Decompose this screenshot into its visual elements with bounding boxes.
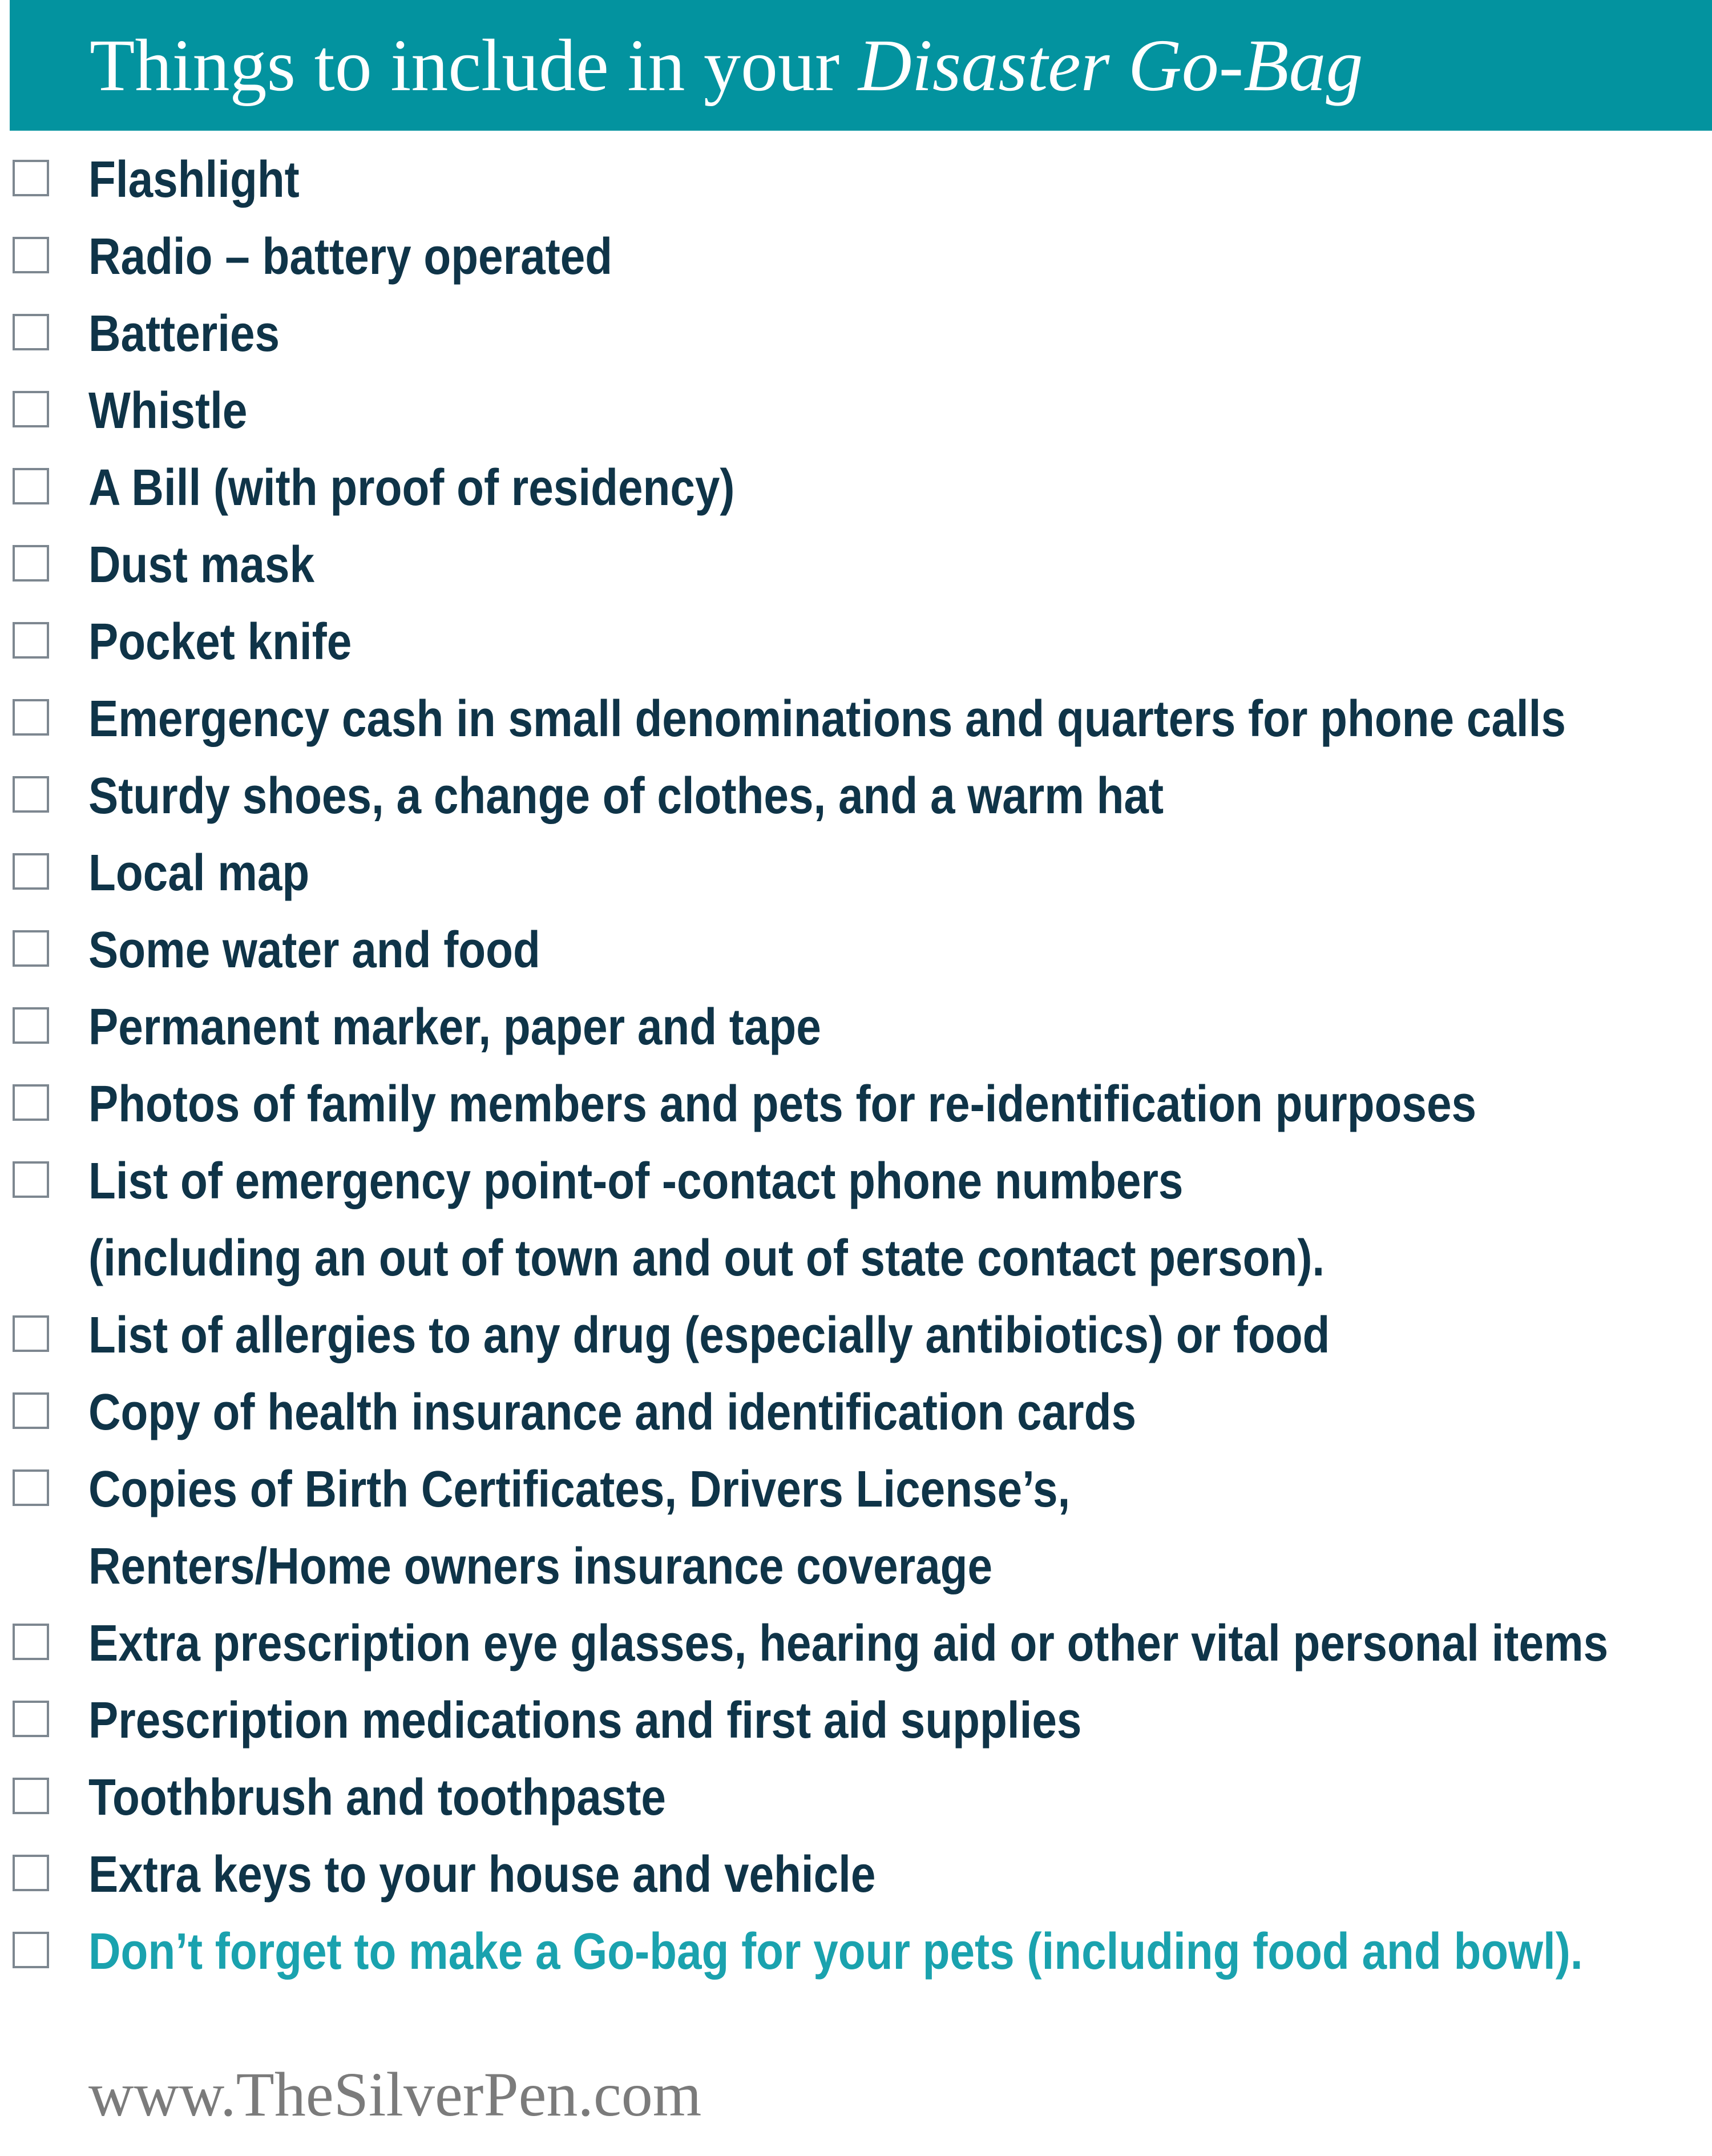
checklist-item-label: Emergency cash in small denominations and quarters for phone calls <box>88 691 1566 748</box>
checklist-item-label: Flashlight <box>88 151 300 208</box>
checklist-item-label: Local map <box>88 845 310 902</box>
checklist-item-label: Radio – battery operated <box>88 228 613 285</box>
checkbox[interactable] <box>13 1855 49 1891</box>
checklist-item-label: Extra prescription eye glasses, hearing aid or other vital personal items <box>88 1615 1609 1672</box>
checkbox[interactable] <box>13 237 49 273</box>
checklist-item-label: Dust mask <box>88 536 315 593</box>
checkbox[interactable] <box>13 622 49 659</box>
checklist-item-label: Don’t forget to make a Go-bag for your pets (including food and bowl). <box>88 1923 1583 1980</box>
checkbox[interactable] <box>13 776 49 813</box>
checkbox[interactable] <box>13 545 49 582</box>
checkbox[interactable] <box>13 1315 49 1352</box>
page-title-emphasis: Disaster Go-Bag <box>858 25 1363 107</box>
checkbox[interactable] <box>13 160 49 196</box>
checkbox[interactable] <box>13 1624 49 1660</box>
checklist-item-label: Toothbrush and toothpaste <box>88 1769 666 1826</box>
header-banner <box>10 0 1712 131</box>
checkbox[interactable] <box>13 1161 49 1198</box>
checklist-item-label: Renters/Home owners insurance coverage <box>88 1538 993 1595</box>
checklist-item-label: A Bill (with proof of residency) <box>88 459 735 516</box>
checkbox[interactable] <box>13 314 49 350</box>
checkbox[interactable] <box>13 1392 49 1429</box>
checkbox[interactable] <box>13 391 49 427</box>
page-title <box>90 17 1363 114</box>
footer-url: www.TheSilverPen.com <box>88 2060 702 2129</box>
checkbox[interactable] <box>13 468 49 504</box>
checklist-item-label: Photos of family members and pets for re-identification purposes <box>88 1076 1477 1133</box>
checklist-item-label: Sturdy shoes, a change of clothes, and a warm hat <box>88 768 1164 825</box>
checkbox[interactable] <box>13 1778 49 1814</box>
checkbox[interactable] <box>13 699 49 736</box>
checklist-item-label: (including an out of town and out of state contact person). <box>88 1230 1325 1287</box>
checkbox[interactable] <box>13 1701 49 1737</box>
checklist-item-label: Whistle <box>88 382 248 439</box>
checklist-item-label: Pocket knife <box>88 613 352 671</box>
checkbox[interactable] <box>13 1469 49 1506</box>
checklist-item-label: Prescription medications and first aid supplies <box>88 1692 1082 1749</box>
checkbox[interactable] <box>13 1932 49 1968</box>
checkbox[interactable] <box>13 930 49 967</box>
checklist-item-label: Batteries <box>88 305 280 362</box>
checkbox[interactable] <box>13 1084 49 1121</box>
checklist-item-label: Copy of health insurance and identification cards <box>88 1384 1136 1441</box>
checklist-item-label: List of emergency point-of -contact phone numbers <box>88 1153 1184 1210</box>
page-title-prefix: Things to include in your <box>90 25 858 107</box>
checklist-item-label: Some water and food <box>88 922 540 979</box>
checklist-item-label: List of allergies to any drug (especially antibiotics) or food <box>88 1307 1330 1364</box>
checklist-item-label: Extra keys to your house and vehicle <box>88 1846 876 1903</box>
checklist-item-label: Copies of Birth Certificates, Drivers License’s, <box>88 1461 1071 1518</box>
checkbox[interactable] <box>13 1007 49 1044</box>
checklist-item-label: Permanent marker, paper and tape <box>88 999 821 1056</box>
checkbox[interactable] <box>13 853 49 890</box>
